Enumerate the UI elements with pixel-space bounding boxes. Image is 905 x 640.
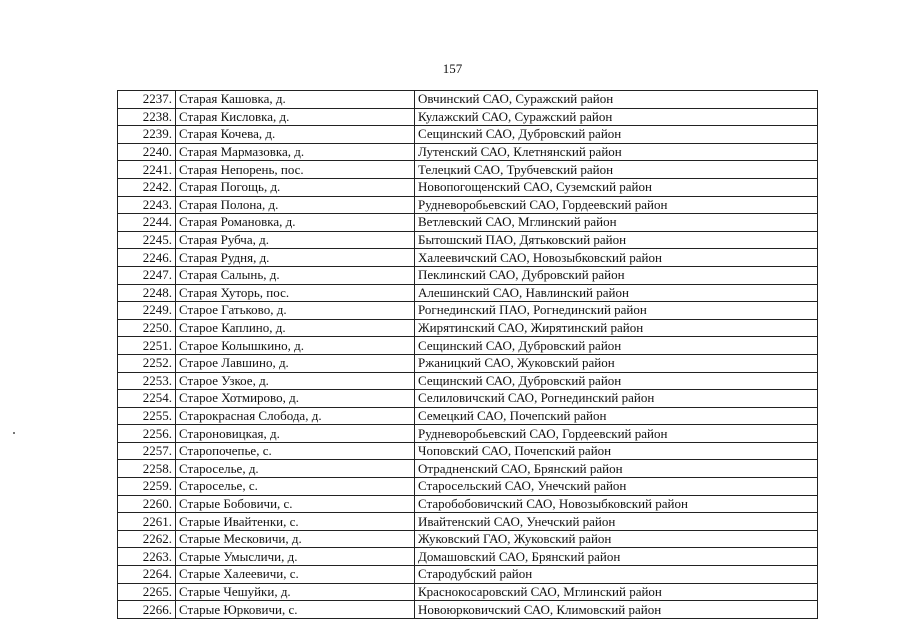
table-row	[118, 372, 818, 390]
row-number: 2250.	[118, 319, 176, 337]
settlement-name: Старое Лавшино, д.	[176, 354, 415, 372]
table-row	[118, 319, 818, 337]
administrative-district: Домашовский САО, Брянский район	[415, 548, 818, 566]
row-number: 2264.	[118, 566, 176, 584]
table-row	[118, 513, 818, 531]
settlement-name: Старые Юрковичи, с.	[176, 601, 415, 619]
row-number: 2253.	[118, 372, 176, 390]
administrative-district: Краснокосаровский САО, Мглинский район	[415, 583, 818, 601]
administrative-district: Стародубский район	[415, 566, 818, 584]
table-row	[118, 231, 818, 249]
scan-speck	[13, 432, 15, 434]
table-row	[118, 601, 818, 619]
settlement-name: Старая Кочева, д.	[176, 126, 415, 144]
table-row	[118, 337, 818, 355]
administrative-district: Бытошский ПАО, Дятьковский район	[415, 231, 818, 249]
table-row	[118, 249, 818, 267]
administrative-district: Семецкий САО, Почепский район	[415, 407, 818, 425]
table-row	[118, 214, 818, 232]
settlement-name: Старая Полона, д.	[176, 196, 415, 214]
row-number: 2257.	[118, 442, 176, 460]
settlement-name: Старые Ивайтенки, с.	[176, 513, 415, 531]
administrative-district: Рудневоробьевский САО, Гордеевский район	[415, 196, 818, 214]
table-row	[118, 478, 818, 496]
table-row	[118, 196, 818, 214]
table-row	[118, 302, 818, 320]
administrative-district: Новопогощенский САО, Суземский район	[415, 178, 818, 196]
settlement-name: Старые Бобовичи, с.	[176, 495, 415, 513]
table-row	[118, 284, 818, 302]
table-row	[118, 161, 818, 179]
administrative-district: Халеевичский САО, Новозыбковский район	[415, 249, 818, 267]
settlement-name: Старая Непорень, пос.	[176, 161, 415, 179]
settlement-name: Старая Кисловка, д.	[176, 108, 415, 126]
settlement-name: Старое Каплино, д.	[176, 319, 415, 337]
administrative-district: Сещинский САО, Дубровский район	[415, 372, 818, 390]
row-number: 2258.	[118, 460, 176, 478]
administrative-district: Ржаницкий САО, Жуковский район	[415, 354, 818, 372]
row-number: 2255.	[118, 407, 176, 425]
settlement-name: Старая Погощь, д.	[176, 178, 415, 196]
administrative-district: Пеклинский САО, Дубровский район	[415, 266, 818, 284]
table-row	[118, 108, 818, 126]
table-row	[118, 548, 818, 566]
row-number: 2260.	[118, 495, 176, 513]
administrative-district: Ивайтенский САО, Унечский район	[415, 513, 818, 531]
administrative-district: Лутенский САО, Клетнянский район	[415, 143, 818, 161]
administrative-district: Жирятинский САО, Жирятинский район	[415, 319, 818, 337]
table-row	[118, 460, 818, 478]
settlement-name: Старые Месковичи, д.	[176, 530, 415, 548]
table-row	[118, 126, 818, 144]
row-number: 2240.	[118, 143, 176, 161]
administrative-district: Новоюрковичский САО, Климовский район	[415, 601, 818, 619]
page-number: 157	[442, 61, 463, 76]
administrative-district: Ветлевский САО, Мглинский район	[415, 214, 818, 232]
table-row	[118, 143, 818, 161]
table-row	[118, 407, 818, 425]
table-row	[118, 266, 818, 284]
settlements-table	[117, 90, 818, 619]
settlement-name: Старая Рудня, д.	[176, 249, 415, 267]
administrative-district: Старосельский САО, Унечский район	[415, 478, 818, 496]
row-number: 2245.	[118, 231, 176, 249]
settlement-name: Старая Мармазовка, д.	[176, 143, 415, 161]
administrative-district: Сещинский САО, Дубровский район	[415, 126, 818, 144]
settlement-name: Старая Салынь, д.	[176, 266, 415, 284]
table-row	[118, 442, 818, 460]
settlement-name: Старопочепье, с.	[176, 442, 415, 460]
table-row	[118, 495, 818, 513]
administrative-district: Овчинский САО, Суражский район	[415, 91, 818, 109]
row-number: 2246.	[118, 249, 176, 267]
settlement-name: Старое Хотмирово, д.	[176, 390, 415, 408]
settlement-name: Староселье, с.	[176, 478, 415, 496]
table-body	[118, 91, 818, 619]
settlement-name: Старое Узкое, д.	[176, 372, 415, 390]
table-row	[118, 583, 818, 601]
row-number: 2251.	[118, 337, 176, 355]
settlement-name: Старая Кашовка, д.	[176, 91, 415, 109]
row-number: 2249.	[118, 302, 176, 320]
row-number: 2237.	[118, 91, 176, 109]
row-number: 2239.	[118, 126, 176, 144]
row-number: 2247.	[118, 266, 176, 284]
row-number: 2256.	[118, 425, 176, 443]
administrative-district: Рудневоробьевский САО, Гордеевский район	[415, 425, 818, 443]
row-number: 2252.	[118, 354, 176, 372]
row-number: 2261.	[118, 513, 176, 531]
settlement-name: Старая Хуторь, пос.	[176, 284, 415, 302]
row-number: 2242.	[118, 178, 176, 196]
administrative-district: Селиловичский САО, Рогнединский район	[415, 390, 818, 408]
administrative-district: Кулажский САО, Суражский район	[415, 108, 818, 126]
table-row	[118, 566, 818, 584]
row-number: 2243.	[118, 196, 176, 214]
settlement-name: Староновицкая, д.	[176, 425, 415, 443]
row-number: 2266.	[118, 601, 176, 619]
table-row	[118, 91, 818, 109]
row-number: 2248.	[118, 284, 176, 302]
settlement-name: Староселье, д.	[176, 460, 415, 478]
table-row	[118, 178, 818, 196]
administrative-district: Рогнединский ПАО, Рогнединский район	[415, 302, 818, 320]
settlement-name: Старые Халеевичи, с.	[176, 566, 415, 584]
administrative-district: Алешинский САО, Навлинский район	[415, 284, 818, 302]
administrative-district: Старобобовичский САО, Новозыбковский район	[415, 495, 818, 513]
settlement-name: Старое Колышкино, д.	[176, 337, 415, 355]
row-number: 2262.	[118, 530, 176, 548]
settlement-name: Старая Рубча, д.	[176, 231, 415, 249]
table-row	[118, 354, 818, 372]
row-number: 2263.	[118, 548, 176, 566]
administrative-district: Сещинский САО, Дубровский район	[415, 337, 818, 355]
settlement-name: Старые Чешуйки, д.	[176, 583, 415, 601]
row-number: 2244.	[118, 214, 176, 232]
row-number: 2238.	[118, 108, 176, 126]
row-number: 2259.	[118, 478, 176, 496]
row-number: 2265.	[118, 583, 176, 601]
row-number: 2241.	[118, 161, 176, 179]
settlement-name: Старокрасная Слобода, д.	[176, 407, 415, 425]
administrative-district: Жуковский ГАО, Жуковский район	[415, 530, 818, 548]
settlement-name: Старая Романовка, д.	[176, 214, 415, 232]
administrative-district: Телецкий САО, Трубчевский район	[415, 161, 818, 179]
settlement-name: Старые Умысличи, д.	[176, 548, 415, 566]
row-number: 2254.	[118, 390, 176, 408]
administrative-district: Чоповский САО, Почепский район	[415, 442, 818, 460]
table-row	[118, 425, 818, 443]
settlement-name: Старое Гатьково, д.	[176, 302, 415, 320]
table-row	[118, 530, 818, 548]
table-row	[118, 390, 818, 408]
administrative-district: Отрадненский САО, Брянский район	[415, 460, 818, 478]
